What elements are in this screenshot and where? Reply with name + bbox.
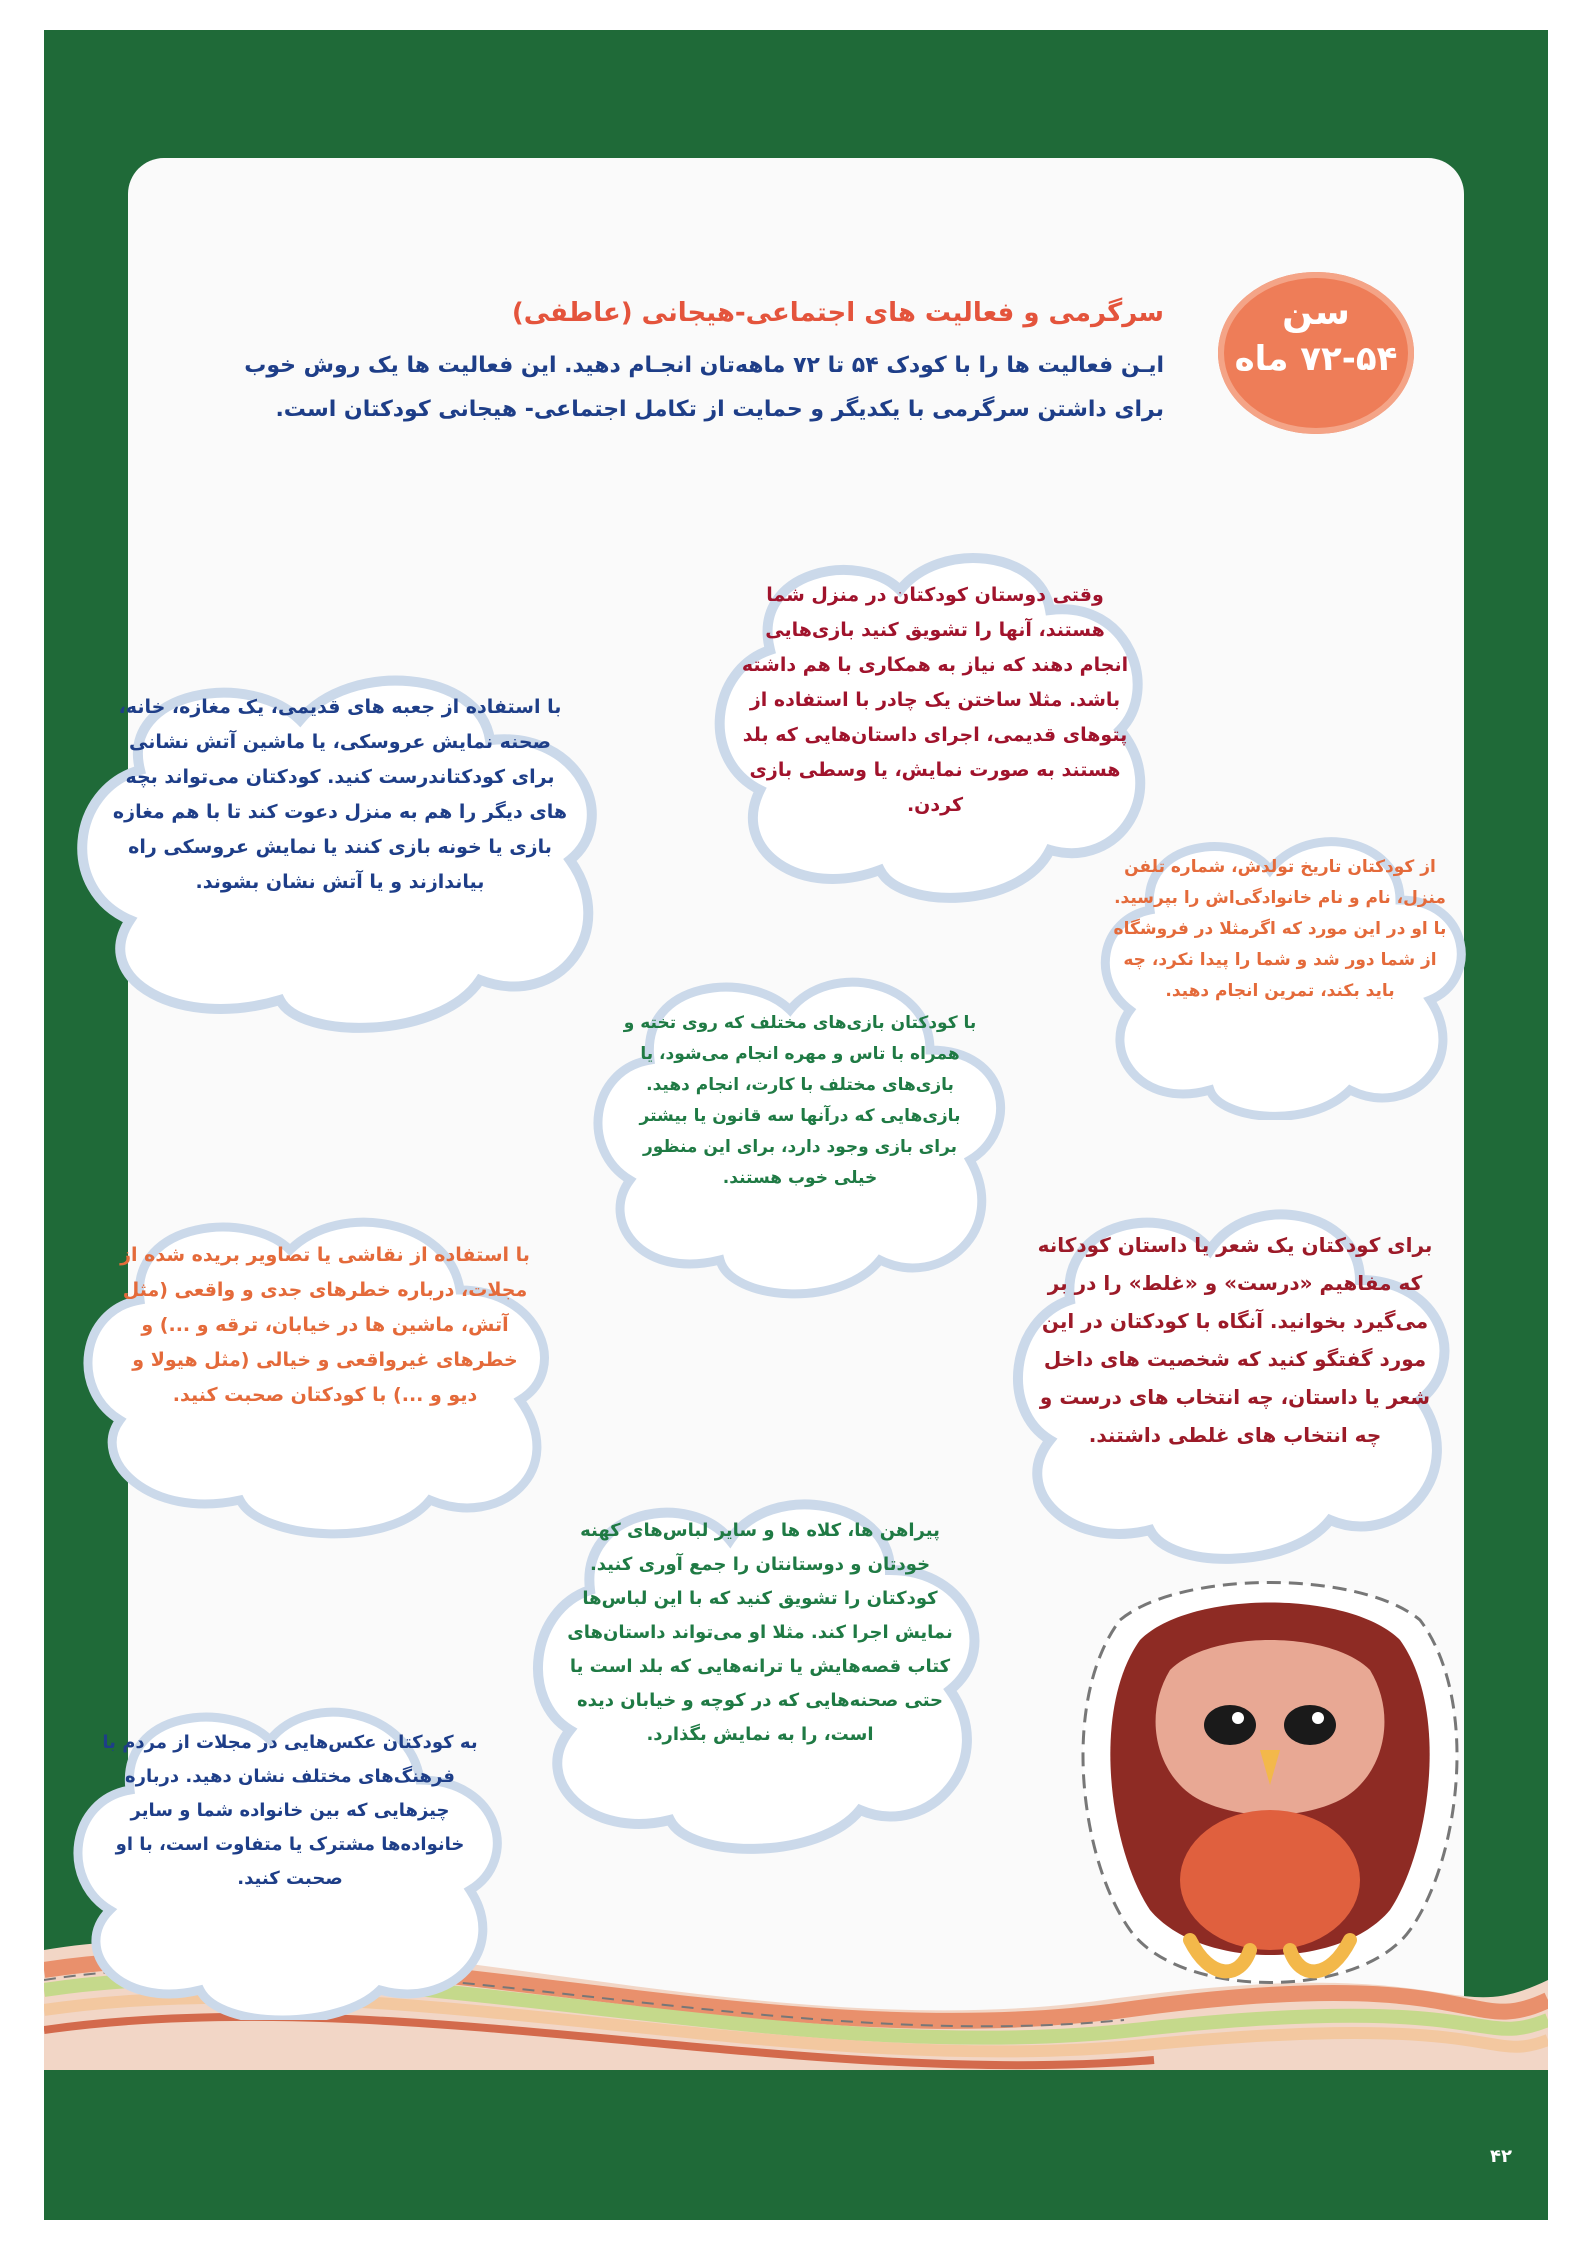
activity-cloud-6	[1000, 1190, 1470, 1570]
cloud-text: از کودکتان تاریخ تولدش، شماره تلفن منزل، نام و نام خانوادگی‌اش را بپرسید. با او در این مورد که اگرمثلا در فروشگاه از شما دور شد و شما را پیدا نکرد، چه باید بکند، تمرین انجام دهید.	[1113, 857, 1447, 1001]
cloud-text: برای کودکتان یک شعر یا داستان کودکانه که مفاهیم «درست» و «غلط» را در بر می‌گیرد بخوانید. آنگاه با کودکتان در این مورد گفتگو کنید که شخصیت های داخل شعر یا داستان، چه انتخاب های درست و چه انتخاب های غلطی داشتند.	[1037, 1233, 1433, 1447]
age-badge-title: سن	[1282, 292, 1350, 333]
activity-cloud-4	[580, 960, 1020, 1300]
cloud-text: با استفاده از نقاشی یا تصاویر بریده شده از مجلات، درباره خطرهای جدی و واقعی (مثل آتش، ماشین ها در خیابان، ترقه و ...) و خطرهای غیرواقعی و خیالی (مثل هیولا و دیو و ...) با کودکتان صحبت کنید.	[120, 1244, 530, 1406]
activity-cloud-8	[60, 1690, 520, 2020]
activity-cloud-7	[520, 1480, 1000, 1860]
page-number: ۴۲	[1490, 2146, 1512, 2167]
section-heading: سرگرمی و فعالیت های اجتماعی-هیجانی (عاطفی)	[511, 298, 1164, 328]
cloud-text: به کودکتان عکس‌هایی در مجلات از مردم با فرهنگ‌های مختلف نشان دهید. درباره چیزهایی که بین خانواده شما و سایر خانواده‌ها مشترک یا متفاوت است، با او صحبت کنید.	[102, 1732, 478, 1889]
cloud-text: با کودکتان بازی‌های مختلف که روی تخته و همراه با تاس و مهره انجام می‌شود، یا بازی‌های مختلف با کارت، انجام دهید. بازی‌هایی که درآنها سه قانون یا بیشتر برای بازی وجود دارد، برای این منظور خیلی خوب هستند.	[623, 1013, 977, 1188]
cloud-text: وقتی دوستان کودکتان در منزل شما هستند، آنها را تشویق کنید بازی‌هایی انجام دهند که نیاز به همکاری با هم داشته باشد. مثلا ساختن یک چادر با استفاده از پتوهای قدیمی، اجرای داستان‌هایی که بلد هستند به صورت نمایش، یا وسطی بازی کردن.	[741, 584, 1129, 816]
activity-cloud-5	[70, 1200, 580, 1540]
cloud-text: پیراهن ها، کلاه ها و سایر لباس‌های کهنه خودتان و دوستانتان را جمع آوری کنید. کودکتان را تشویق کنید که با این لباس‌ها نمایش اجرا کند. مثلا او می‌تواند داستان‌های کتاب قصه‌هایش یا ترانه‌هایی که بلد است یا حتی صحنه‌هایی که در کوچه و خیابان دیده است، را به نمایش بگذارد.	[567, 1520, 953, 1745]
activity-cloud-2	[60, 660, 620, 1040]
owl-illustration	[1060, 1560, 1480, 2020]
cloud-text: با استفاده از جعبه های قدیمی، یک مغازه، خانه، صحنه نمایش عروسکی، یا ماشین آتش نشانی برای کودکتاندرست کنید. کودکتان می‌تواند بچه های دیگر را هم به منزل دعوت کند تا با هم مغازه بازی یا خونه بازی کنند یا نمایش عروسکی راه بیاندازند و یا آتش نشان بشوند.	[112, 696, 568, 893]
age-badge-range: ۷۲-۵۴ ماه	[1234, 339, 1398, 379]
activity-cloud-3	[1090, 820, 1470, 1120]
section-intro: ایـن فعالیت ها را با کودک ۵۴ تا ۷۲ ماهه‌تان انجـام دهید. این فعالیت ها یک روش خوب برای داشتن سرگرمی با یکدیگر و حمایت از تکامل اجتماعی- هیجانی کودکتان است.	[244, 353, 1164, 422]
age-badge	[1218, 272, 1414, 434]
